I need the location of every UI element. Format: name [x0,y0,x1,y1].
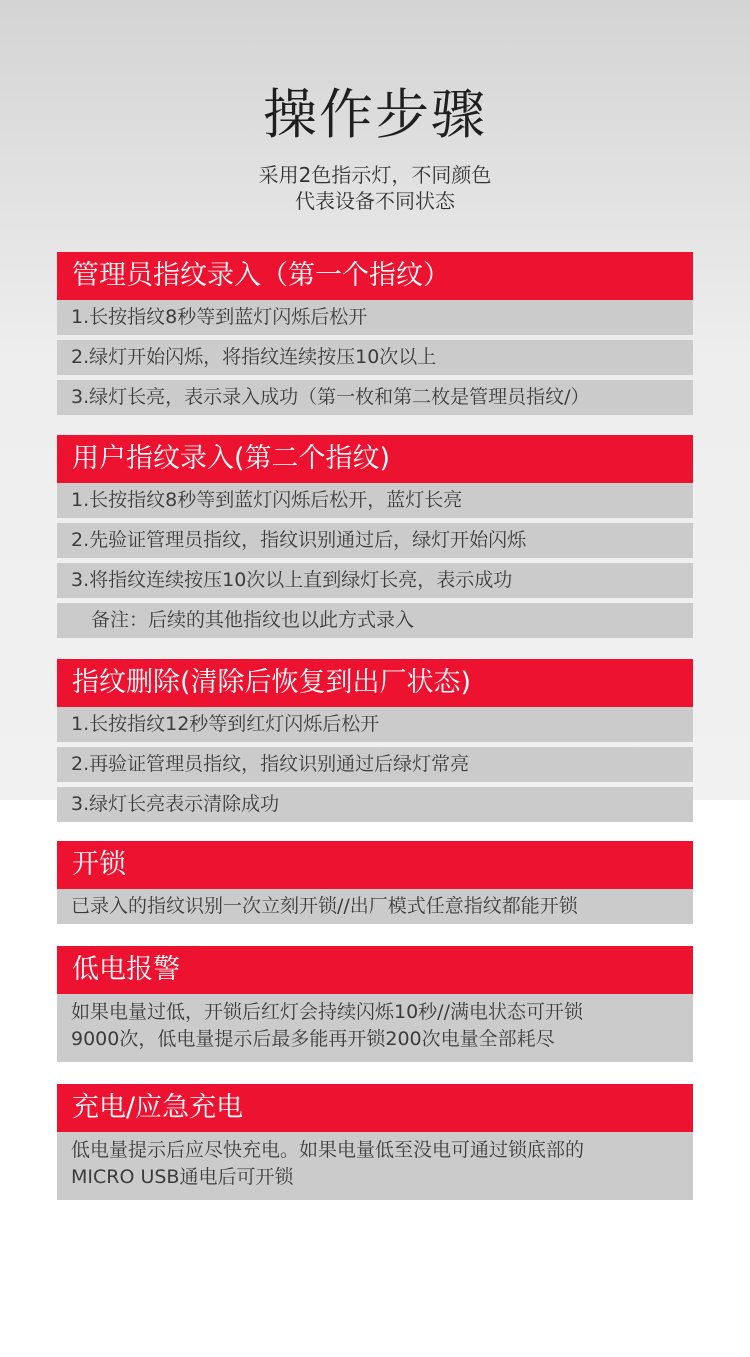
step-item: 3.绿灯长亮表示清除成功 [57,787,693,822]
subtitle-line-1: 采用2色指示灯，不同颜色 [258,163,492,187]
step-item: 3.将指纹连续按压10次以上直到绿灯长亮，表示成功 [57,563,693,598]
section-title: 管理员指纹录入（第一个指纹） [57,252,693,300]
page-title: 操作步骤 [263,83,487,146]
section-charging [57,1084,693,1200]
step-item: 1.长按指纹8秒等到蓝灯闪烁后松开，蓝灯长亮 [57,483,693,518]
description-line: MICRO USB通电后可开锁 [71,1166,294,1188]
section-admin-fingerprint [57,252,693,415]
step-item: 2.再验证管理员指纹，指纹识别通过后绿灯常亮 [57,747,693,782]
section-low-battery-alarm [57,946,693,1062]
step-item: 1.长按指纹12秒等到红灯闪烁后松开 [57,707,693,742]
section-title: 充电/应急充电 [57,1084,693,1132]
section-title: 用户指纹录入(第二个指纹) [57,435,693,483]
step-item: 2.绿灯开始闪烁，将指纹连续按压10次以上 [57,340,693,375]
section-unlock [57,841,693,924]
description-line: 如果电量过低，开锁后红灯会持续闪烁10秒//满电状态可开锁 [71,1001,583,1023]
step-item: 已录入的指纹识别一次立刻开锁//出厂模式任意指纹都能开锁 [57,889,693,924]
page-header [0,82,750,214]
description-block [57,1132,693,1200]
section-fingerprint-delete [57,659,693,822]
step-item: 3.绿灯长亮，表示录入成功（第一枚和第二枚是管理员指纹/） [57,380,693,415]
section-title: 低电报警 [57,946,693,994]
page-subtitle [0,162,750,214]
step-item: 1.长按指纹8秒等到蓝灯闪烁后松开 [57,300,693,335]
section-title: 开锁 [57,841,693,889]
description-line: 9000次，低电量提示后最多能再开锁200次电量全部耗尽 [71,1028,555,1050]
description-line: 低电量提示后应尽快充电。如果电量低至没电可通过锁底部的 [71,1139,585,1161]
step-item: 2.先验证管理员指纹，指纹识别通过后，绿灯开始闪烁 [57,523,693,558]
section-user-fingerprint [57,435,693,638]
section-title: 指纹删除(清除后恢复到出厂状态) [57,659,693,707]
subtitle-line-2: 代表设备不同状态 [295,189,455,213]
note-item: 备注：后续的其他指纹也以此方式录入 [57,603,693,638]
description-block [57,994,693,1062]
